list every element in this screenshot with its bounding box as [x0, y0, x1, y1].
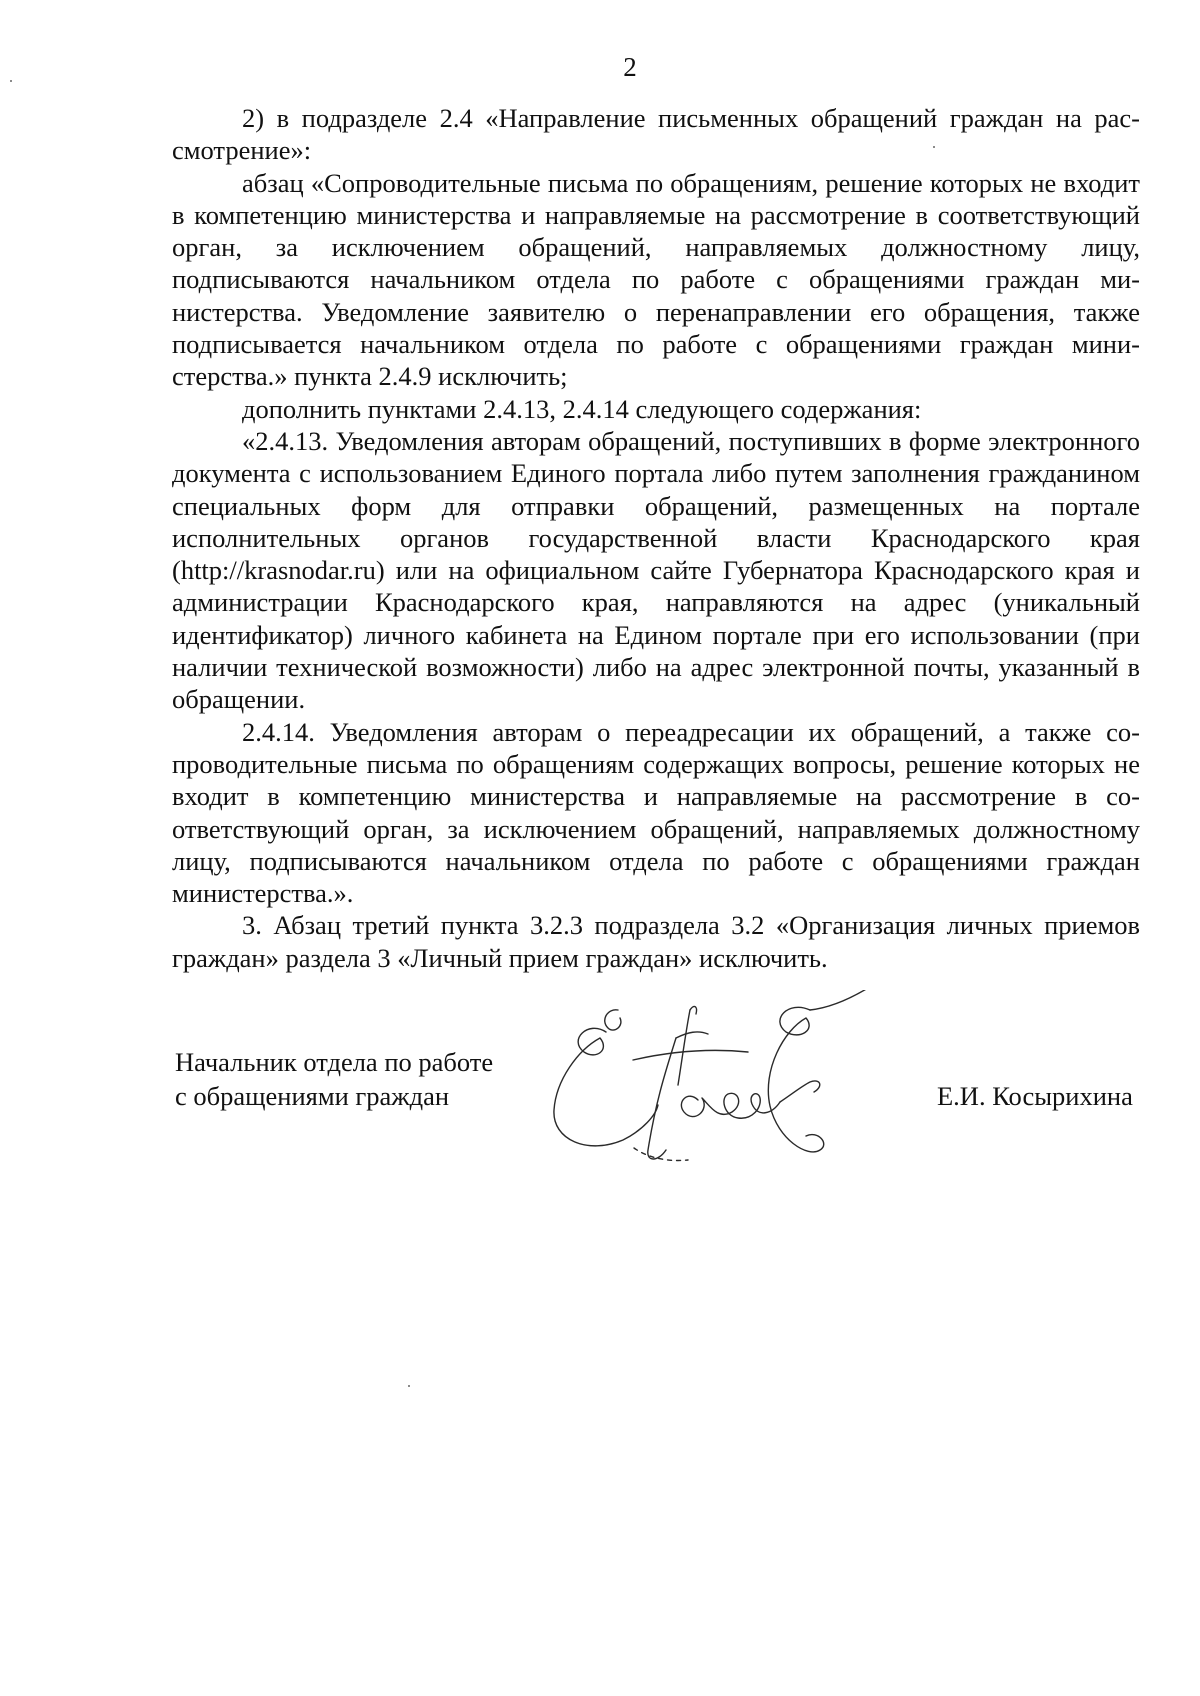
- signer-name: Е.И. Косырихина: [937, 1081, 1133, 1111]
- scan-speck: [933, 146, 935, 148]
- paragraph-2-4-14: 2.4.14. Уведомления авторам о переадресации их обращений, а также сопроводительные письма по обращениям содержащих вопросы, решение которых не входит в компетенцию министерства и направляемые на рассмотрение в соответствующий орган, за исключением обращений, направляемых должностному лицу, подписываются начальником отдела по работе с обращениями граждан министерства.».: [172, 716, 1140, 909]
- signer-position-line-1: Начальник отдела по работе: [175, 1047, 494, 1077]
- document-body: [172, 102, 1140, 974]
- paragraph-abzac-2-4-9: абзац «Сопроводительные письма по обращениям, решение которых не входит в компетенцию министерства и направляемые на рассмотрение в соответствующий орган, за исключением обращений, направляемых должностному лицу, подписываются начальником отдела по работе с обращениями граждан министерства. Уведомление заявителю о перенаправлении его обращения, также подписывается начальником отдела по работе с обращениями граждан министерства.» пункта 2.4.9 исключить;: [172, 167, 1140, 392]
- paragraph-2-4-13: «2.4.13. Уведомления авторам обращений, поступивших в форме электронного документа с использованием Единого портала либо путем заполнения гражданином специальных форм для отправки обращений, размещенных на портале исполнительных органов государственной власти Краснодарского края (http://krasnodar.ru) или на официальном сайте Губернатора Краснодарского края и администрации Краснодарского края, направляются на адрес (уникальный идентификатор) личного кабинета на Едином портале при его использовании (при наличии технической возможности) либо на адрес электронной почты, указанный в обращении.: [172, 425, 1140, 715]
- paragraph-dopolnit: дополнить пунктами 2.4.13, 2.4.14 следующего содержания:: [242, 393, 922, 424]
- page-number: 2: [623, 52, 637, 82]
- handwritten-signature-icon: [548, 990, 938, 1175]
- signer-position-line-2: с обращениями граждан: [175, 1081, 450, 1111]
- scan-speck: [10, 80, 12, 82]
- scan-speck: [408, 1385, 410, 1387]
- signer-position: [175, 1045, 493, 1113]
- paragraph-subsection-2-4: 2) в подразделе 2.4 «Направление письменных обращений граждан на рассмотрение»:: [172, 103, 1140, 166]
- paragraph-item-3: 3. Абзац третий пункта 3.2.3 подраздела 3.2 «Организация личных приемов граждан» раздела 3 «Личный прием граждан» исключить.: [172, 910, 1140, 973]
